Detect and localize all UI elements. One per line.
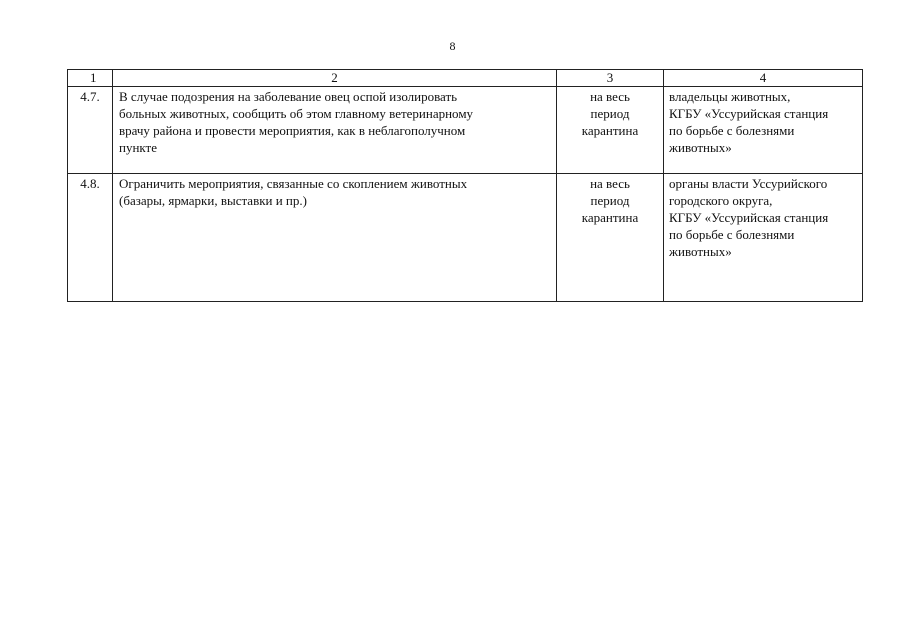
- text-line: пункте: [119, 140, 158, 155]
- text-line: по борьбе с болезнями: [669, 227, 795, 242]
- text-line: период: [590, 193, 630, 208]
- text-line: животных»: [669, 140, 732, 155]
- text-line: КГБУ «Уссурийская станция: [669, 210, 829, 225]
- text-line: врачу района и провести мероприятия, как в неблагополучном: [119, 123, 466, 138]
- text-line: на весь: [590, 176, 630, 191]
- column-header-4: 4: [664, 70, 863, 87]
- text-line: В случае подозрения на заболевание овец оспой изолировать: [119, 89, 458, 104]
- text-line: органы власти Уссурийского: [669, 176, 828, 191]
- measure-text: [113, 87, 557, 174]
- text-line: (базары, ярмарки, выставки и пр.): [119, 193, 307, 208]
- text-line: КГБУ «Уссурийская станция: [669, 106, 829, 121]
- column-header-1: 1: [68, 70, 113, 87]
- text-line: карантина: [581, 210, 639, 225]
- table-row: [68, 87, 863, 174]
- text-line: городского округа,: [669, 193, 773, 208]
- text-line: владельцы животных,: [669, 89, 791, 104]
- text-line: на весь: [590, 89, 630, 104]
- table-header-row: [68, 70, 863, 87]
- text-line: животных»: [669, 244, 732, 259]
- table-row: [68, 174, 863, 302]
- column-header-2: 2: [113, 70, 557, 87]
- responsible-cell: [664, 174, 863, 302]
- text-line: больных животных, сообщить об этом главному ветеринарному: [119, 106, 474, 121]
- measures-table: [67, 69, 863, 302]
- column-header-3: 3: [557, 70, 664, 87]
- period-cell: [557, 87, 664, 174]
- row-number: 4.7.: [68, 87, 113, 174]
- text-line: Ограничить мероприятия, связанные со скоплением животных: [119, 176, 468, 191]
- row-number: 4.8.: [68, 174, 113, 302]
- text-line: по борьбе с болезнями: [669, 123, 795, 138]
- page-number: 8: [449, 39, 456, 53]
- period-cell: [557, 174, 664, 302]
- responsible-cell: [664, 87, 863, 174]
- text-line: карантина: [581, 123, 639, 138]
- text-line: период: [590, 106, 630, 121]
- measure-text: [113, 174, 557, 302]
